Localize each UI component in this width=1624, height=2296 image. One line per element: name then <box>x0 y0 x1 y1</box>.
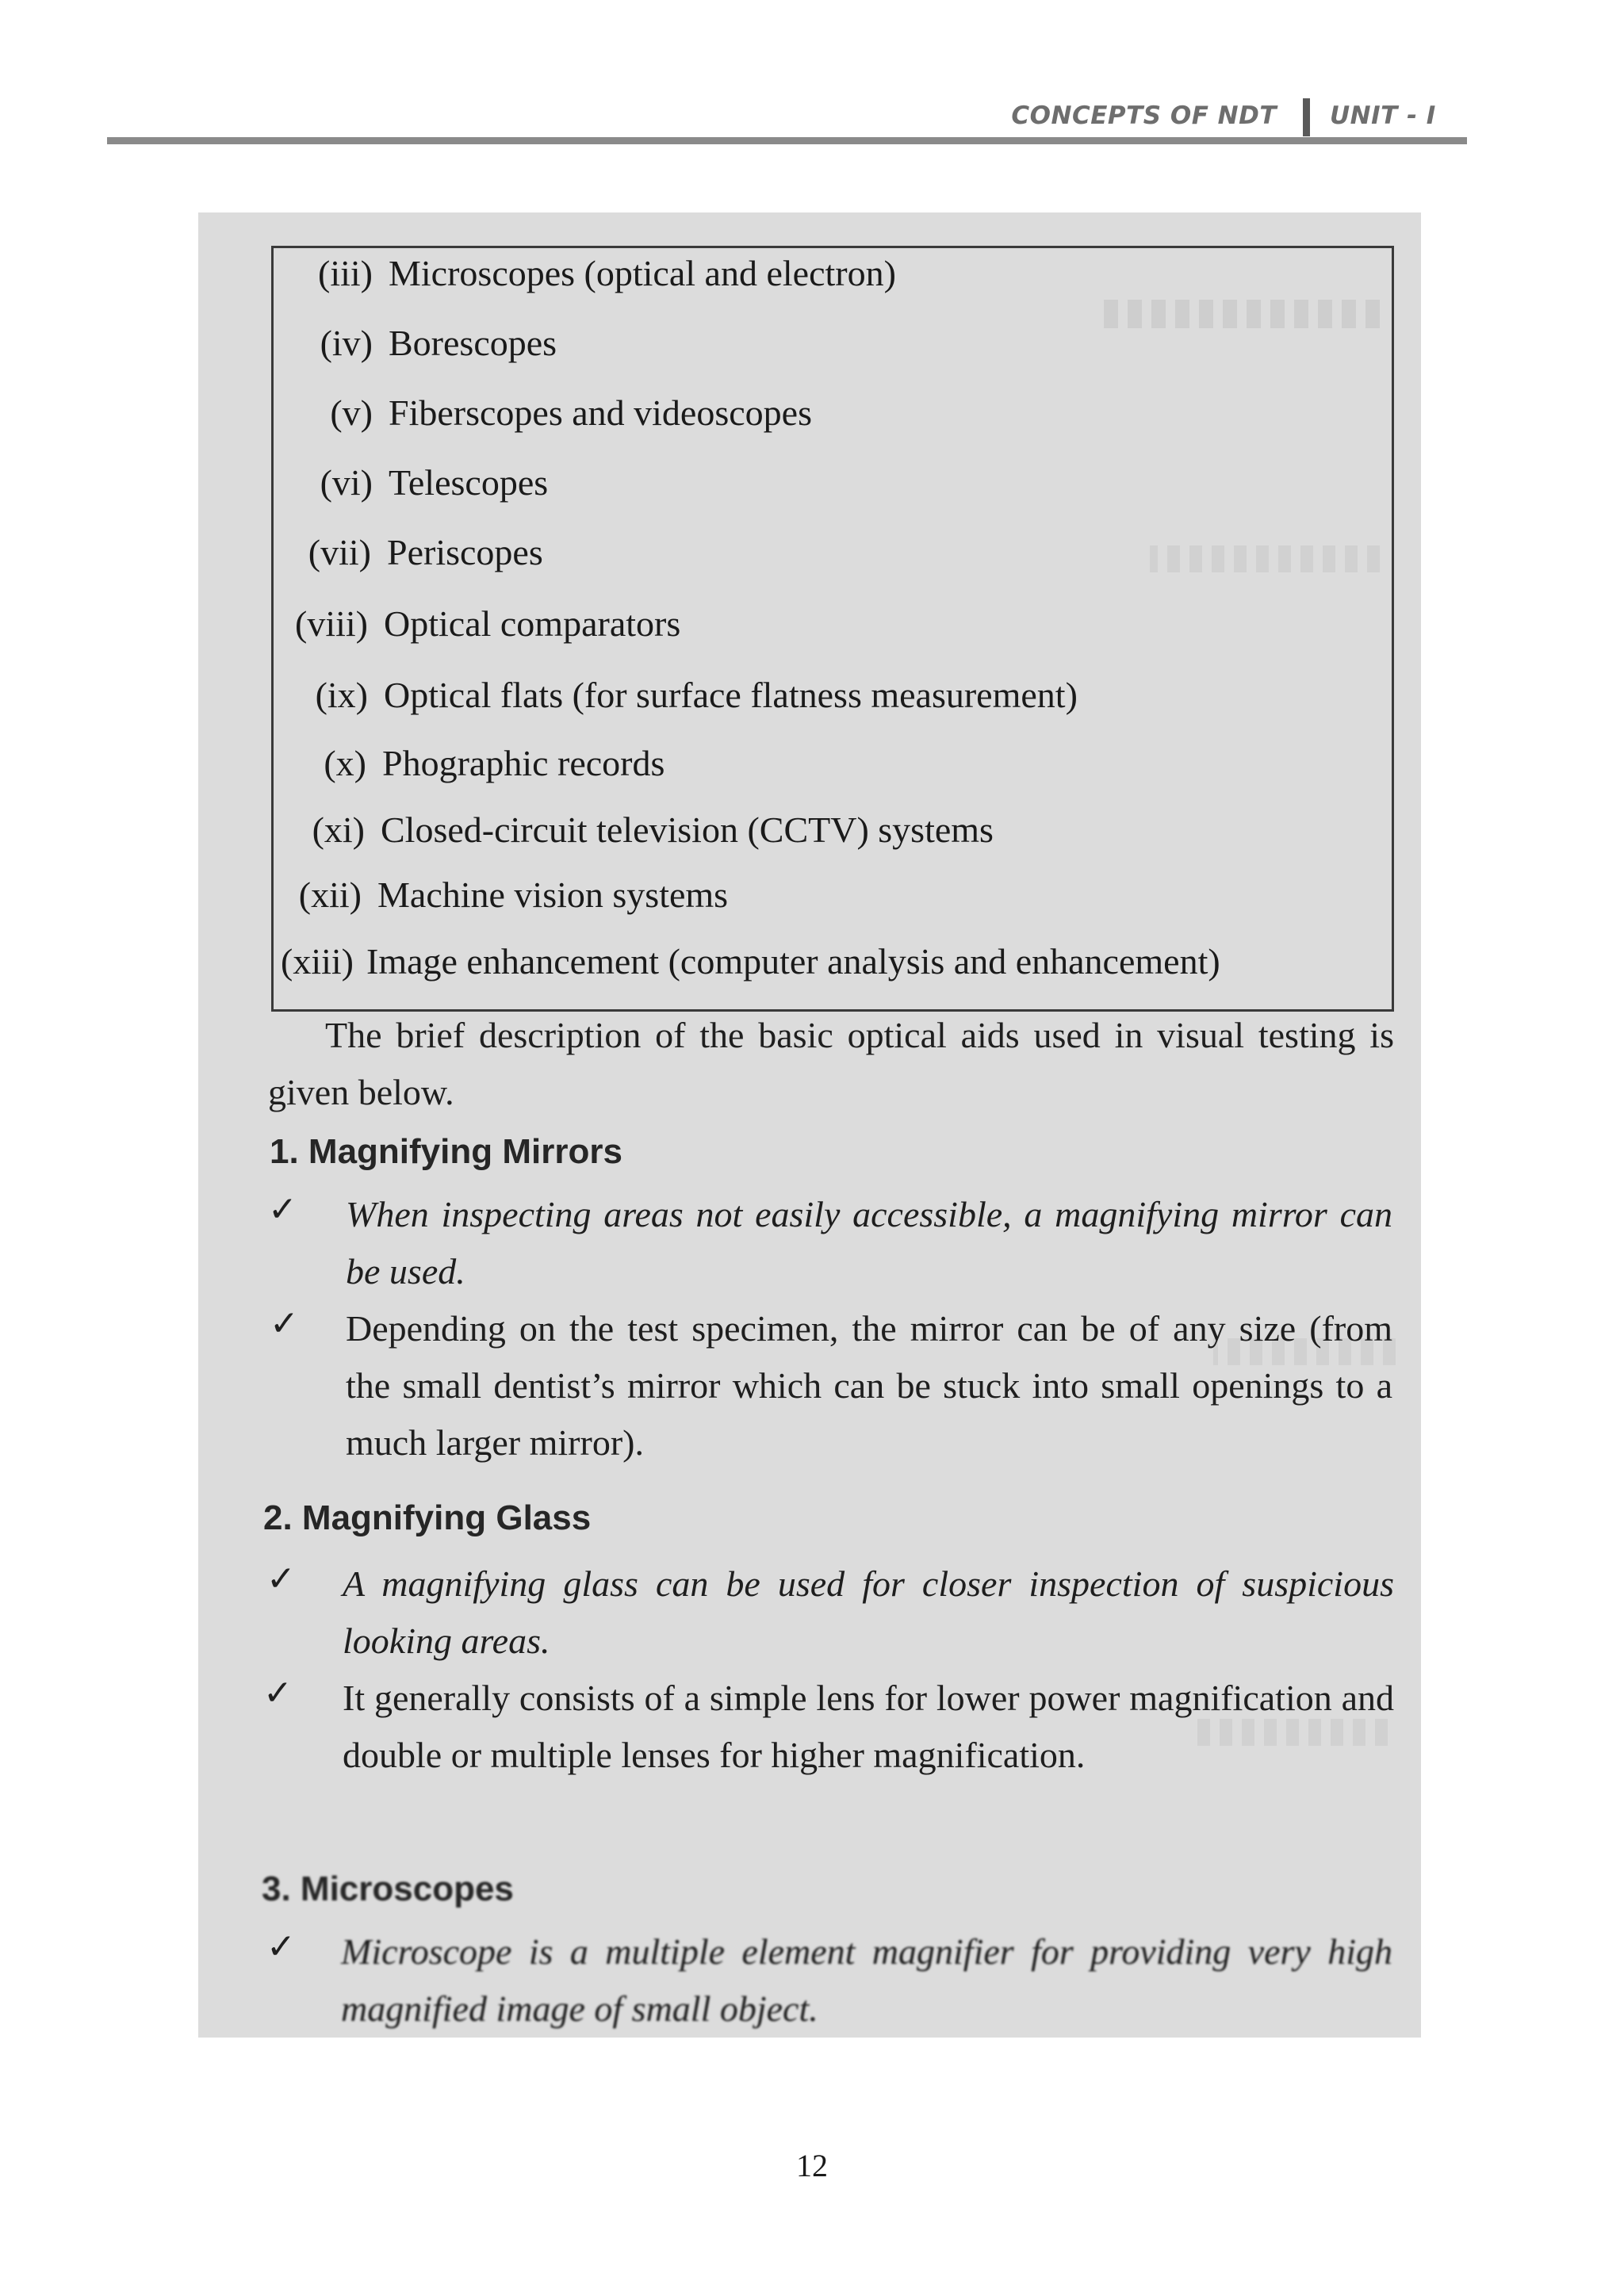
page-number: 12 <box>796 2148 828 2183</box>
list-item-text: Optical comparators <box>384 603 681 644</box>
list-item-number: (x) <box>324 743 366 783</box>
list-item-text: Closed-circuit television (CCTV) systems <box>381 809 994 850</box>
list-item-number: (xiii) <box>281 941 354 982</box>
list-item <box>282 809 994 851</box>
list-item <box>293 461 548 503</box>
list-item <box>293 322 557 364</box>
list-item-number: (vi) <box>320 462 373 503</box>
list-item-text: Borescopes <box>389 323 557 363</box>
list-item <box>274 603 680 645</box>
list-item-text: Fiberscopes and videoscopes <box>389 392 812 433</box>
bullet-text: A magnifying glass can be used for closer inspection of suspicious looking areas. <box>343 1563 1394 1661</box>
check-mark-icon: ✓ <box>270 1303 299 1344</box>
list-item-text: Image enhancement (computer analysis and enhancement) <box>366 941 1220 982</box>
list-item-number: (xii) <box>298 874 362 915</box>
running-header-unit: UNIT - I <box>1330 101 1436 130</box>
bullet-text: When inspecting areas not easily accessible, a magnifying mirror can be used. <box>346 1194 1392 1292</box>
list-item-text: Optical flats (for surface flatness measurement) <box>384 675 1078 715</box>
running-header-title: CONCEPTS OF NDT <box>1011 101 1277 130</box>
bullet-text: It generally consists of a simple lens for lower power magnification and double or multiple lenses for higher magnification. <box>343 1678 1394 1775</box>
intro-paragraph: The brief description of the basic optical aids used in visual testing is given below. <box>268 1015 1394 1112</box>
section-heading-microscopes: 3. Microscopes <box>262 1869 514 1908</box>
scanned-page <box>198 212 1421 2038</box>
list-item <box>266 940 1220 982</box>
bullet-text: Microscope is a multiple element magnifier for providing very high magnified image of small object. <box>341 1931 1392 2029</box>
check-mark-icon: ✓ <box>266 1559 296 1599</box>
bullet-text: Depending on the test specimen, the mirror can be of any size (from the small dentist’s mirror which can be stuck into small openings to a much larger mirror). <box>346 1308 1392 1463</box>
list-item-text: Periscopes <box>387 532 543 572</box>
list-item-text: Machine vision systems <box>377 874 729 915</box>
list-item-number: (ix) <box>315 675 368 715</box>
check-mark-icon: ✓ <box>268 1189 297 1230</box>
list-item <box>290 674 1078 716</box>
section-heading-magnifying-glass: 2. Magnifying Glass <box>263 1498 592 1537</box>
list-item <box>276 874 728 916</box>
list-item <box>290 742 665 784</box>
list-item-number: (iv) <box>320 323 373 363</box>
list-item-text: Telescopes <box>389 462 549 503</box>
list-item-number: (vii) <box>308 532 371 572</box>
running-header <box>0 98 1624 138</box>
list-item-number: (viii) <box>295 603 368 644</box>
check-mark-icon: ✓ <box>266 1927 296 1967</box>
header-rule <box>107 137 1467 144</box>
list-item-number: (v) <box>330 392 373 433</box>
list-item-number: (xi) <box>312 809 365 850</box>
check-mark-icon: ✓ <box>263 1673 293 1713</box>
list-item-text: Microscopes (optical and electron) <box>389 253 896 293</box>
section-heading-magnifying-mirrors: 1. Magnifying Mirrors <box>270 1132 622 1171</box>
list-item-number: (iii) <box>318 253 373 293</box>
list-item <box>281 531 543 573</box>
list-item <box>293 252 896 294</box>
list-item-text: Phographic records <box>382 743 665 783</box>
list-item <box>293 392 812 434</box>
running-header-separator <box>1303 98 1310 136</box>
